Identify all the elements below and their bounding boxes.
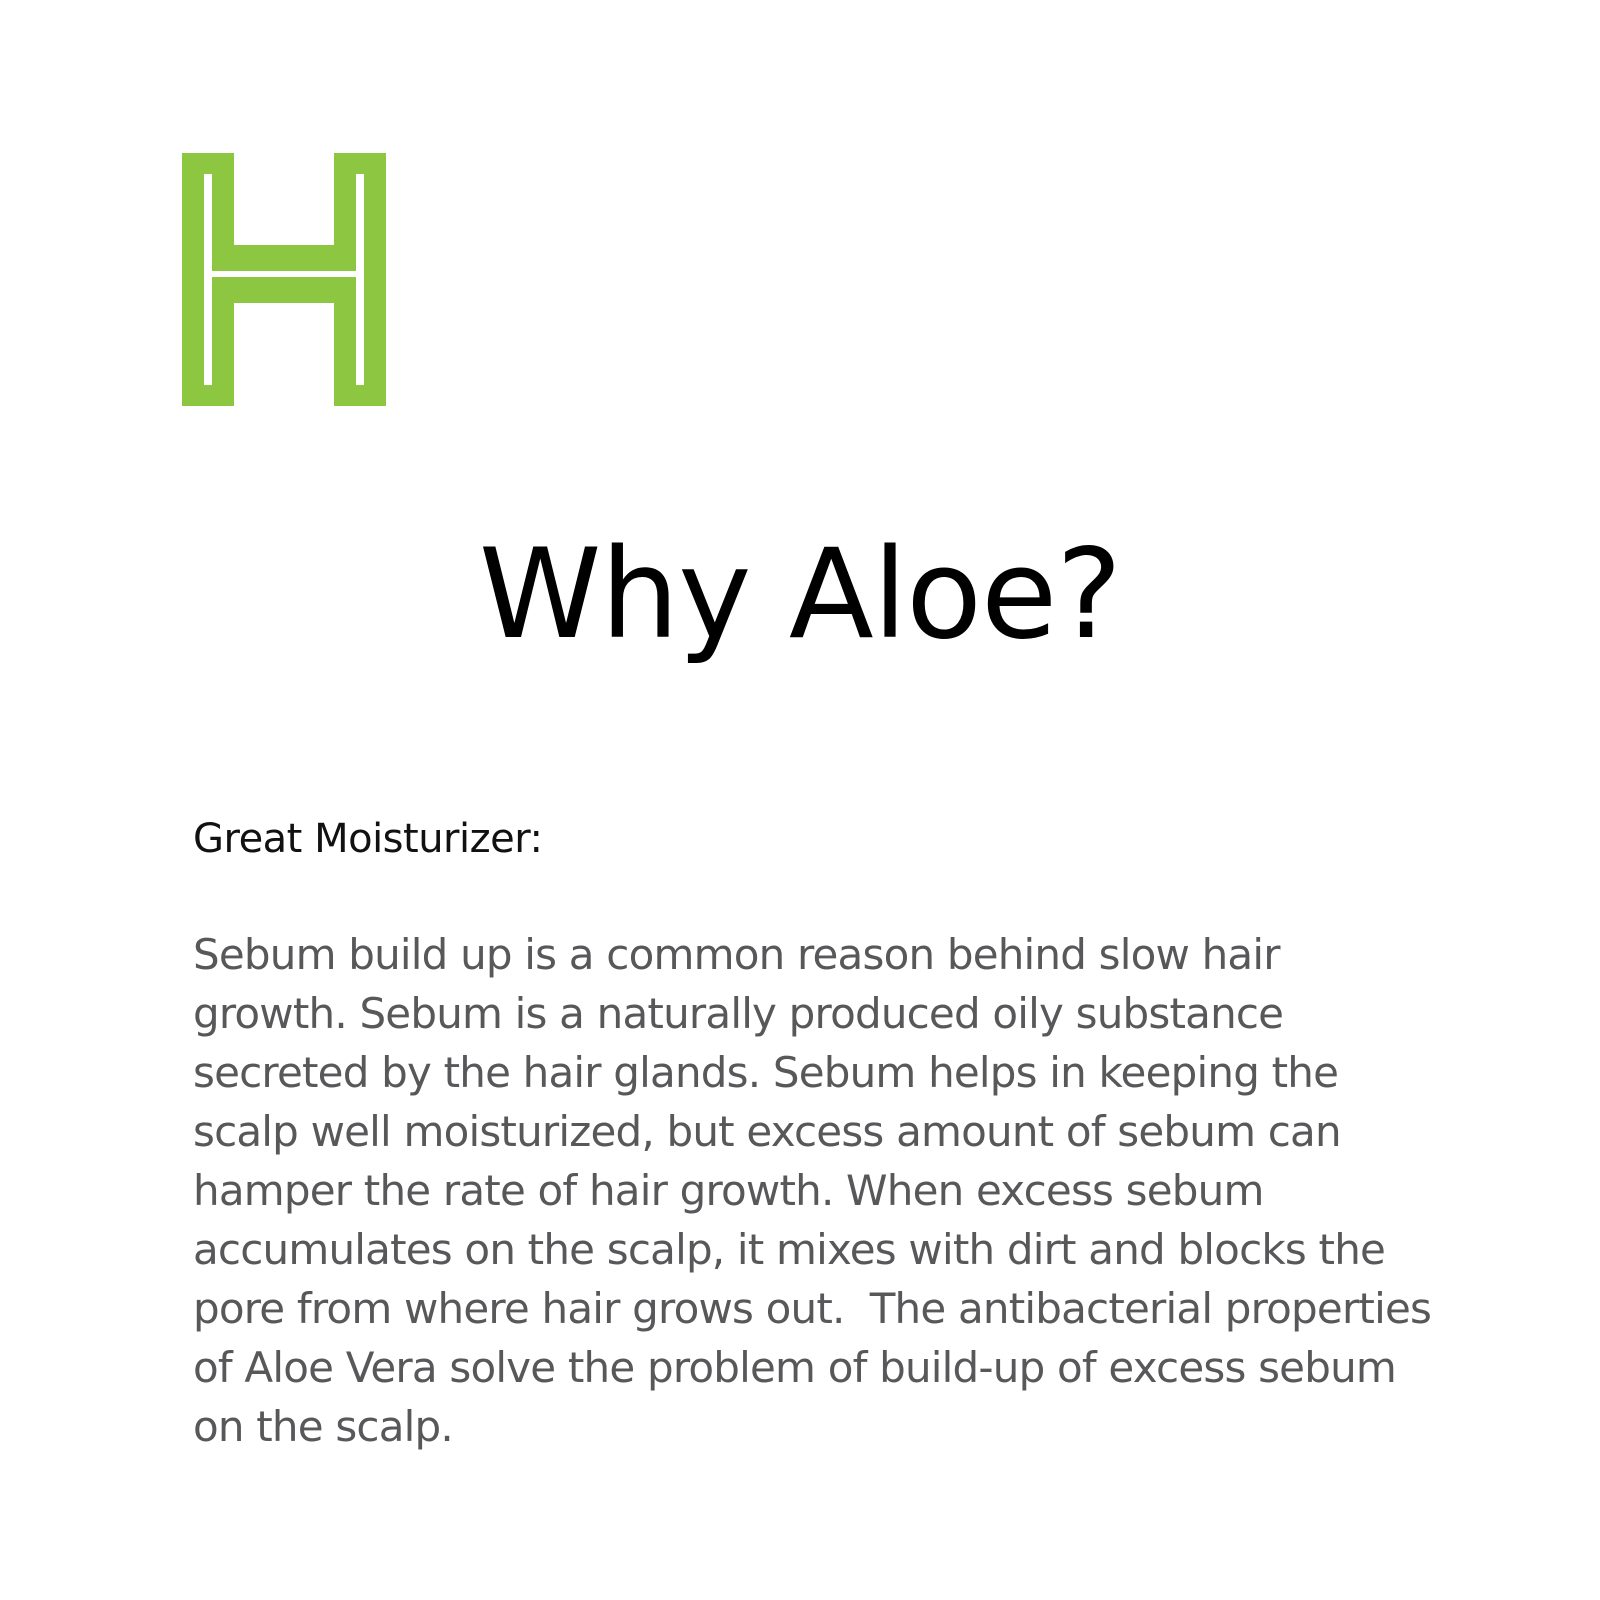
- body-line: scalp well moisturized, but excess amount of sebum can: [193, 1107, 1341, 1156]
- body-line: of Aloe Vera solve the problem of build-up of excess sebum: [193, 1343, 1396, 1392]
- page-title: Why Aloe?: [478, 523, 1122, 667]
- body-paragraph: [193, 925, 1493, 1456]
- body-line: growth. Sebum is a naturally produced oily substance: [193, 989, 1284, 1038]
- body-line: on the scalp.: [193, 1402, 453, 1451]
- body-line: hamper the rate of hair growth. When excess sebum: [193, 1166, 1264, 1215]
- body-line: secreted by the hair glands. Sebum helps in keeping the: [193, 1048, 1339, 1097]
- body-line: Sebum build up is a common reason behind slow hair: [193, 930, 1280, 979]
- body-line: accumulates on the scalp, it mixes with dirt and blocks the: [193, 1225, 1386, 1274]
- h-letter-logo-icon: [182, 153, 386, 406]
- section-subheading: Great Moisturizer:: [193, 816, 543, 862]
- body-line: pore from where hair grows out. The antibacterial properties: [193, 1284, 1432, 1333]
